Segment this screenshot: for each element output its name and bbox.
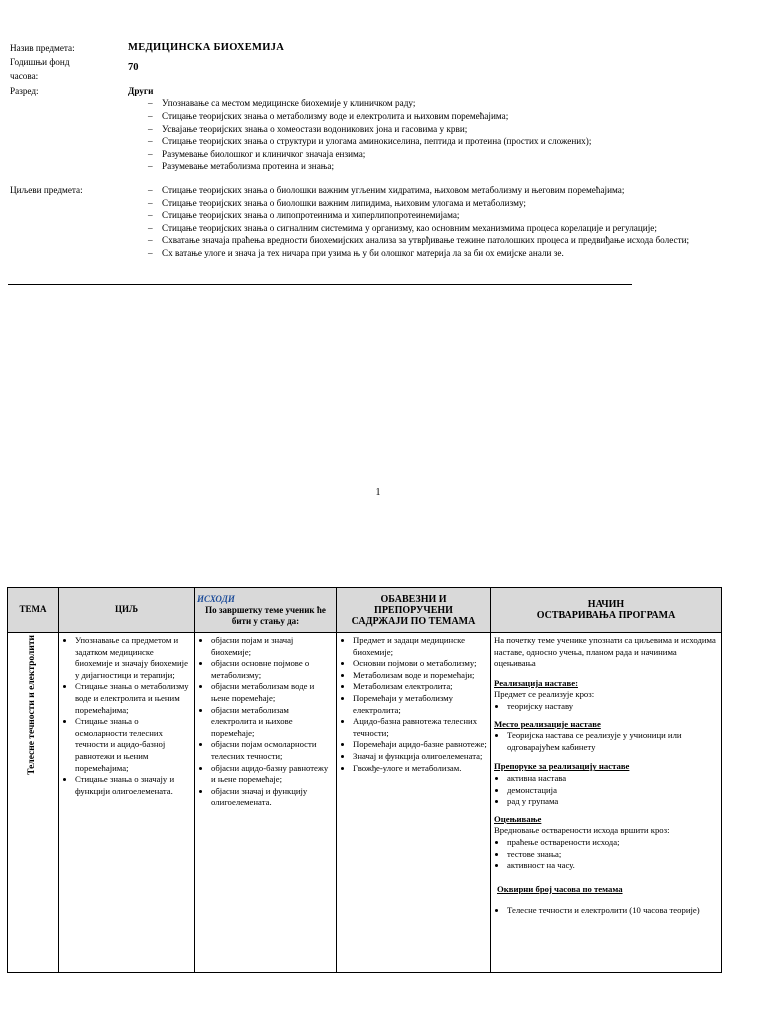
- list-item: • праћење остварености исхода;: [507, 837, 718, 849]
- goals-row: [10, 184, 720, 260]
- grade-block: [128, 85, 720, 173]
- list-item: • Теоријска настава се реализује у учионици или одговарајућем кабинету: [507, 730, 718, 753]
- list-item: – Стицање теоријских знања о сигналним системима у организму, као основним механизмима процеса корелације и регулације;: [148, 222, 720, 235]
- list-item: • објасни метаболизам воде и њене поремећаје;: [211, 681, 333, 704]
- list-item: – Стицање теоријских знања о биолошки важним липидима, њиховим улогама и метаболизму;: [148, 197, 720, 210]
- outcomes-bullets: [198, 635, 333, 809]
- list-item: – Стицање теоријских знања о структури и улогама аминокиселина, пептида и протеина (простих и сложених);: [148, 135, 720, 148]
- hours-value: 70: [128, 61, 139, 73]
- table-row: [8, 633, 722, 973]
- contents-title-line3: САДРЖАЈИ ПО ТЕМАМА: [351, 615, 476, 627]
- header-topic: ТЕМА: [8, 588, 59, 633]
- list-item: • Упознавање са предметом и задатком медицинске биохемије и значају биохемије у дијагностици и терапији;: [75, 635, 191, 681]
- place-heading: Место реализације наставе: [494, 718, 601, 729]
- subject-row: [10, 42, 720, 55]
- list-item: • Ацидо-базна равнотежа телесних течности;: [353, 716, 487, 739]
- contents-title-line2: ПРЕПОРУЧЕНИ: [374, 604, 453, 616]
- realization-bullets: [494, 701, 718, 713]
- list-item: • активна настава: [507, 773, 718, 785]
- list-item: • Метаболизам воде и поремећаји;: [353, 670, 487, 682]
- list-item: – Разумевање метаболизма протеина и знања;: [148, 160, 720, 173]
- list-item: • активност на часу.: [507, 860, 718, 872]
- subject-info: [10, 42, 720, 260]
- list-item: • Предмет и задаци медицинске биохемије;: [353, 635, 487, 658]
- list-item: • Стицање знања о значају и функцији олигоелемената.: [75, 774, 191, 797]
- contents-bullets: [340, 635, 487, 774]
- list-item: • рад у групама: [507, 796, 718, 808]
- recommend-heading: Препоруке за реализацију наставе: [494, 761, 630, 772]
- grading-heading: Оцењивање: [494, 813, 542, 824]
- topic-cell: [8, 633, 59, 973]
- grade-row: [10, 85, 720, 173]
- list-item: • објасни метаболизам електролита и њихове поремећаје;: [211, 705, 333, 740]
- goals-bullets: [62, 635, 191, 797]
- header-outcomes: [195, 588, 337, 633]
- grade-value: Други: [128, 85, 154, 96]
- list-item: – Разумевање биолошког и клиничког значаја ензима;: [148, 148, 720, 161]
- curriculum-table: [7, 587, 722, 973]
- list-item: • Значај и функција олигоелемената;: [353, 751, 487, 763]
- list-item: • Основни појмови о метаболизму;: [353, 658, 487, 670]
- list-item: • тестове знања;: [507, 849, 718, 861]
- list-item: • објасни појам и значај биохемије;: [211, 635, 333, 658]
- outcomes-cell: [195, 633, 337, 973]
- list-item: • Стицање знања о метаболизму воде и електролита и њеним поремећајима;: [75, 681, 191, 716]
- topic-name: Телесне течности и електролити: [27, 635, 38, 775]
- list-item: • Стицање знања о осмоларности телесних течности и ацидо-базној равнотежи и њеним поремећајима;: [75, 716, 191, 774]
- subject-label: Назив предмета:: [10, 43, 75, 53]
- list-item: • Гвожђе-улоге и метаболизам.: [353, 763, 487, 775]
- list-item: – Стицање теоријских знања о биолошки важним угљеним хидратима, њиховом метаболизму и његовим поремећајима;: [148, 184, 720, 197]
- hours-label-line2: часова:: [10, 71, 39, 82]
- realization-text: Предмет се реализује кроз:: [494, 689, 595, 700]
- grading-bullets: [494, 837, 718, 872]
- list-item: • објасни значај и функцију олигоелемената.: [211, 786, 333, 809]
- list-item: • објасни ацидо-базну равнотежу и њене поремећаје;: [211, 763, 333, 786]
- hours-label: [10, 56, 128, 83]
- header-contents: [337, 588, 491, 633]
- contents-title-line1: ОБАВЕЗНИ И: [380, 593, 447, 605]
- list-item: – Стицање теоријских знања о метаболизму воде и електролита и њиховим поремећајима;: [148, 110, 720, 123]
- goals-cell: [59, 633, 195, 973]
- goals-block: [128, 184, 720, 260]
- page-number: 1: [375, 487, 381, 498]
- list-item: – Усвајање теоријских знања о хомеостази водоникових јона и гасовима у крви;: [148, 123, 720, 136]
- list-item: – Схватање значаја праћења вредности биохемијских анализа за утврђивање тежине патолошких процеса и предвиђање исхода болести;: [148, 234, 720, 247]
- spacer: [494, 895, 718, 905]
- method-title-line1: НАЧИН: [587, 599, 625, 610]
- list-item: • Поремећаји у метаболизму електролита;: [353, 693, 487, 716]
- table-header-row: [8, 588, 722, 633]
- method-cell: [491, 633, 722, 973]
- list-item: – Стицање теоријских знања о липопротеинима и хиперлипопротеинемијама;: [148, 209, 720, 222]
- grade-label: Разред:: [10, 85, 39, 96]
- list-item: – Упознавање са местом медицинске биохемије у клиничком раду;: [148, 97, 720, 110]
- goals-label: Циљеви предмета:: [10, 184, 83, 195]
- contents-cell: [337, 633, 491, 973]
- outcomes-subtitle: По завршетку теме ученик ће бити у стању да:: [205, 604, 326, 626]
- list-item: • демонстација: [507, 785, 718, 797]
- hours-bullets: [494, 905, 718, 917]
- list-item: – Сх ватање улоге и знача ја тех ничара при узима њ у би олошког материја ла за би ох емијске анали зе.: [148, 247, 720, 260]
- grading-text: Вредновање остварености исхода вршити кроз:: [494, 825, 670, 836]
- list-item: • Телесне течности и електролити (10 часова теорије): [507, 905, 718, 917]
- list-item: • објасни основне појмове о метаболизму;: [211, 658, 333, 681]
- hours-heading: Оквирни број часова по темама: [497, 883, 623, 894]
- list-item: • Поремећаји ацидо-базне равнотеже;: [353, 739, 487, 751]
- method-title-line2: ОСТВАРИВАЊА ПРОГРАМА: [536, 610, 676, 621]
- list-item: • теоријску наставу: [507, 701, 718, 713]
- list-item: • Метаболизам електролита;: [353, 681, 487, 693]
- place-bullets: [494, 730, 718, 753]
- divider: [8, 284, 632, 285]
- hours-row: [10, 56, 720, 83]
- grade-list: [128, 97, 720, 173]
- subject-value: МЕДИЦИНСКА БИОХЕМИЈА: [128, 42, 285, 53]
- method-intro: На почетку теме ученике упознати са циљевима и исходима наставе, односно учења, планом рада и начинима оцењивања: [494, 635, 716, 669]
- hours-label-line1: Годишњи фонд: [10, 56, 70, 67]
- list-item: • објасни појам осмоларности телесних течности;: [211, 739, 333, 762]
- header-goal: ЦИЉ: [59, 588, 195, 633]
- header-method: [491, 588, 722, 633]
- goals-list: [128, 184, 720, 260]
- recommend-bullets: [494, 773, 718, 808]
- realization-heading: Реализација наставе:: [494, 677, 578, 688]
- outcomes-title: ИСХОДИ: [197, 593, 235, 604]
